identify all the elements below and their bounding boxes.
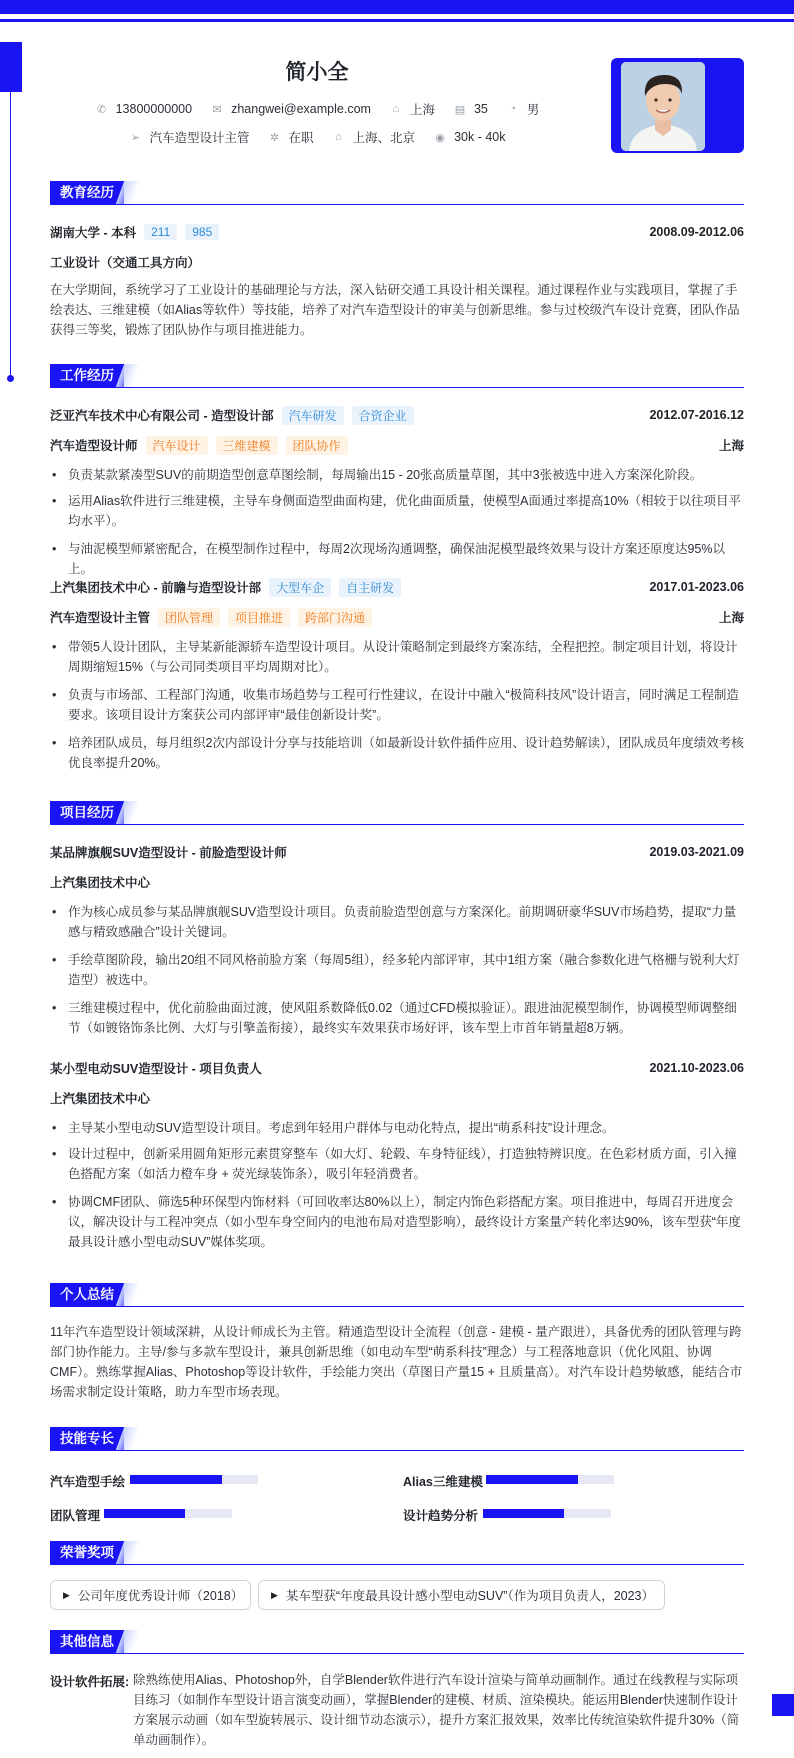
phone-text: 13800000000 — [115, 102, 193, 116]
email-text: zhangwei@example.com — [231, 102, 371, 116]
role-name: 汽车造型设计师 — [50, 439, 138, 453]
mail-icon: ✉ — [212, 103, 222, 116]
skill-name: 团队管理 — [50, 1509, 101, 1523]
right-accent-tab — [772, 1694, 794, 1716]
section-education — [50, 181, 744, 205]
section-awards — [50, 1541, 744, 1565]
project-date: 2019.03-2021.09 — [649, 845, 744, 859]
award-item — [258, 1580, 665, 1610]
project-title: 某小型电动SUV造型设计 - 项目负责人 — [50, 1062, 262, 1076]
project-org-row — [50, 1088, 744, 1108]
work-bullet: • 带领5人设计团队，主导某新能源轿车造型设计项目。从设计策略制定到最终方案冻结，全程把控。制定项目计划，将设计周期缩短15%（与公司同类项目平均周期对比）。 — [50, 637, 744, 677]
company-tag: 大型车企 — [269, 578, 331, 597]
education-description: 在大学期间，系统学习了工业设计的基础理论与方法，深入钻研交通工具设计相关课程。通过课程作业与实践项目，掌握了手绘表达、三维建模（如Alias等软件）等技能，培养了对汽车造型设计的审美与创新思维。参与过校级汽车设计竞赛，团队作品获得三等奖，锻炼了团队协作与项目推进能力。 — [50, 283, 740, 337]
gender-icon: ◔ — [509, 103, 517, 115]
project-bullet: • 协调CMF团队、筛选5种环保型内饰材料（可回收率达80%以上），制定内饰色彩搭配方案。项目推进中，每周召开进度会议，解决设计与工程冲突点（如小型车身空间内的电池布局对造型影响），最终设计方案量产转化率达90%，该车型获“年度最具设计感小型电动SUV”媒体奖项。 — [50, 1192, 744, 1252]
salary-text: 30k - 40k — [454, 130, 506, 144]
work-role-row — [50, 435, 744, 455]
company-name: 泛亚汽车技术中心有限公司 - 造型设计部 — [50, 409, 274, 423]
work-bullet: • 运用Alias软件进行三维建模，主导车身侧面造型曲面构建，优化曲面质量，使模型A面通过率提高10%（相较于以往项目平均水平）。 — [50, 491, 744, 531]
other-label: 设计软件拓展: — [50, 1675, 130, 1689]
section-title: 教育经历 — [50, 181, 124, 204]
work-company-row — [50, 577, 744, 597]
work-bullet: • 负责与市场部、工程部门沟通，收集市场趋势与工程可行性建议，在设计中融入“极简科技风”设计语言，同时满足工程制造要求。该项目设计方案获公司内部评审“最佳创新设计奖”。 — [50, 685, 744, 725]
work-date: 2012.07-2016.12 — [649, 408, 744, 422]
job-intent-row — [0, 128, 634, 146]
award-text: 某车型获“年度最具设计感小型电动SUV”（作为项目负责人，2023） — [285, 1589, 655, 1603]
work-bullet: • 与油泥模型师紧密配合，在模型制作过程中，每周2次现场沟通调整，确保油泥模型最终效果与设计方案还原度达95%以上。 — [50, 539, 744, 579]
section-summary — [50, 1283, 744, 1307]
company-tag: 自主研发 — [339, 578, 401, 597]
skill-name: 设计趋势分析 — [403, 1509, 479, 1523]
cities-text: 上海、北京 — [352, 131, 416, 145]
gender-text: 男 — [526, 103, 540, 117]
work-bullet: • 培养团队成员，每月组织2次内部设计分享与技能培训（如最新设计软件插件应用、设计趋势解读），团队成员年度绩效考核优良率提升20%。 — [50, 733, 744, 773]
school-tag: 211 — [144, 224, 177, 240]
section-work — [50, 364, 744, 388]
role-tag: 团队管理 — [158, 608, 220, 627]
play-triangle-icon: ▶ — [63, 1589, 70, 1600]
work-bullet: • 负责某款紧凑型SUV的前期造型创意草图绘制，每周输出15 - 20张高质量草图，其中3张被选中进入方案深化阶段。 — [50, 465, 744, 485]
top-accent-line — [0, 19, 794, 22]
section-title: 技能专长 — [50, 1427, 124, 1450]
location-icon: ⌂ — [392, 103, 400, 115]
role-tag: 项目推进 — [228, 608, 290, 627]
award-text: 公司年度优秀设计师（2018） — [77, 1589, 244, 1603]
work-date: 2017.01-2023.06 — [649, 580, 744, 594]
school-tag: 985 — [185, 224, 219, 240]
education-date: 2008.09-2012.06 — [649, 225, 744, 239]
send-icon: ➢ — [130, 131, 141, 144]
position-text: 汽车造型设计主管 — [149, 131, 250, 145]
company-tag: 汽车研发 — [282, 406, 344, 425]
project-title: 某品牌旗舰SUV造型设计 - 前脸造型设计师 — [50, 846, 287, 860]
skill-name: 汽车造型手绘 — [50, 1475, 126, 1489]
project-bullet: • 作为核心成员参与某品牌旗舰SUV造型设计项目。负责前脸造型创意与方案深化。前期调研豪华SUV市场趋势，提取“力量感与精致感融合”设计关键词。 — [50, 902, 744, 942]
other-text: 除熟练使用Alias、Photoshop外，自学Blender软件进行汽车设计渲染与简单动画制作。通过在线教程与实际项目练习（如制作车型设计语言演变动画），掌握Blender的建模、材质、渲染模块。能运用Blender快速制作设计方案展示动画（如车型旋转展示、设计细节动态演示），提升方案汇报效果，效率比传统渲染软件提升30%（简单动画制作）。 — [133, 1673, 740, 1747]
left-accent-dot — [7, 375, 14, 382]
project-title-row — [50, 842, 744, 862]
project-date: 2021.10-2023.06 — [649, 1061, 744, 1075]
play-triangle-icon: ▶ — [271, 1589, 278, 1600]
project-org: 上汽集团技术中心 — [50, 876, 151, 890]
section-other — [50, 1630, 744, 1654]
age-icon: ▤ — [454, 103, 466, 116]
company-name: 上汽集团技术中心 - 前瞻与造型设计部 — [50, 581, 262, 595]
work-city: 上海 — [718, 611, 744, 625]
location-text: 上海 — [409, 103, 435, 117]
section-title: 荣誉奖项 — [50, 1541, 124, 1564]
role-tag: 跨部门沟通 — [298, 608, 372, 627]
project-bullet: • 手绘草图阶段，输出20组不同风格前脸方案（每周5组），经多轮内部评审，其中1组方案（融合参数化进气格栅与锐利大灯造型）被选中。 — [50, 950, 744, 990]
status-icon: ✲ — [269, 131, 280, 144]
skill-bar — [104, 1509, 232, 1518]
school-name: 湖南大学 - 本科 — [50, 226, 137, 240]
phone-icon: ✆ — [97, 103, 107, 116]
project-org-row — [50, 872, 744, 892]
skill-bar — [486, 1475, 614, 1484]
major-name: 工业设计（交通工具方向） — [50, 256, 201, 270]
project-bullet: • 设计过程中，创新采用圆角矩形元素贯穿整车（如大灯、轮毂、车身特征线），打造独特辨识度。在色彩材质方面，引入撞色搭配方案（如活力橙车身 + 荧光绿装饰条），吸引年轻消费者。 — [50, 1144, 744, 1184]
education-major-row — [50, 252, 744, 272]
skill-bar — [130, 1475, 258, 1484]
work-company-row — [50, 405, 744, 425]
clock-icon: ◉ — [435, 131, 445, 144]
location-icon: ⌂ — [335, 131, 342, 143]
project-title-row — [50, 1058, 744, 1078]
age-text: 35 — [473, 102, 488, 116]
work-role-row — [50, 607, 744, 627]
profile-photo — [621, 62, 705, 151]
section-title: 其他信息 — [50, 1630, 124, 1653]
project-org: 上汽集团技术中心 — [50, 1092, 151, 1106]
role-tag: 三维建模 — [216, 436, 278, 455]
role-tag: 团队协作 — [286, 436, 348, 455]
work-city: 上海 — [718, 439, 744, 453]
education-header — [50, 222, 744, 242]
section-projects — [50, 801, 744, 825]
section-title: 工作经历 — [50, 364, 124, 387]
project-bullet: • 三维建模过程中，优化前脸曲面过渡，使风阻系数降低0.02（通过CFD模拟验证）。跟进油泥模型制作，协调模型师调整细节（如镀铬饰条比例、大灯与引擎盖衔接），最终实车效果获市场好评，该车型上市首年销量超8万辆。 — [50, 998, 744, 1038]
section-skills — [50, 1427, 744, 1451]
company-tag: 合资企业 — [352, 406, 414, 425]
status-text: 在职 — [288, 131, 314, 145]
top-accent-bar — [0, 0, 794, 14]
skill-bar — [483, 1509, 611, 1518]
skill-name: Alias三维建模 — [403, 1475, 483, 1489]
role-tag: 汽车设计 — [146, 436, 208, 455]
award-item — [50, 1580, 251, 1610]
candidate-name: 简小全 — [285, 61, 349, 84]
section-title: 个人总结 — [50, 1283, 124, 1306]
role-name: 汽车造型设计主管 — [50, 611, 151, 625]
project-bullet: • 主导某小型电动SUV造型设计项目。考虑到年轻用户群体与电动化特点，提出“萌系科技”设计理念。 — [50, 1118, 744, 1138]
section-title: 项目经历 — [50, 801, 124, 824]
contact-row — [0, 100, 634, 118]
summary-text: 11年汽车造型设计领域深耕，从设计师成长为主管。精通造型设计全流程（创意 - 建模 - 量产跟进），具备优秀的团队管理与跨部门协作能力。主导/参与多款车型设计，兼具创新思维（如电动车型“萌系科技”理念）与工程落地意识（优化风阻、协调CMF）。熟练掌握Alias、Photoshop等设计软件，手绘能力突出（草图日产量15 + 且质量高）。对汽车设计趋势敏感，能结合市场需求制定设计策略，助力车型市场表现。 — [50, 1325, 743, 1399]
